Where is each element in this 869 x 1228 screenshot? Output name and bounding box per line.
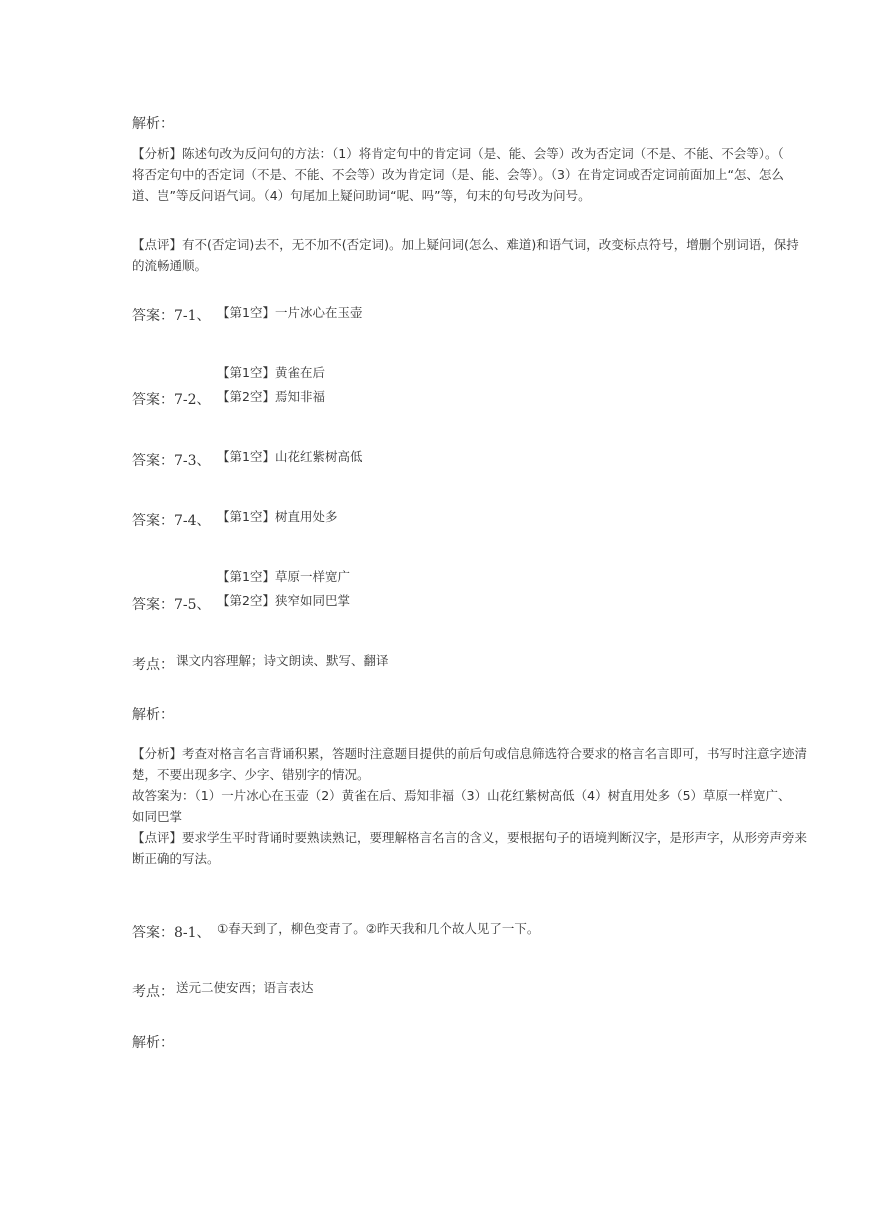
answer-blank: 【第1空】黄雀在后 [217,365,325,380]
answer-prefix-7-4: 答案：7-4、 [132,513,211,529]
answer-prefix-7-1: 答案：7-1、 [132,308,211,324]
fenxi-paragraph-1 [132,143,869,206]
fenxi-paragraph-2 [132,743,869,869]
answer-prefix-8-1: 答案：8-1、 [132,925,211,941]
kaodian-label-2: 考点： [132,984,174,1000]
answer-text-8-1: ①春天到了，柳色变青了。②昨天我和几个故人见了一下。 [217,921,540,936]
dianping-line: 断正确的写法。 [132,851,220,866]
dianping-line: 【点评】有不(否定词)去不，无不加不(否定词)。加上疑问词(怎么、难道)和语气词，改变标点符号，增删个别词语，保持 [132,237,799,252]
dianping-line: 的流畅通顺。 [132,258,208,273]
answer-prefix-7-2: 答案：7-2、 [132,392,211,408]
kaodian-text-2: 送元二使安西；语言表达 [176,980,314,995]
dianping-line: 【点评】要求学生平时背诵时要熟读熟记，要理解格言名言的含义，要根据句子的语境判断汉字，是形声字，从形旁声旁来 [132,830,808,845]
kaodian-label-1: 考点： [132,657,174,673]
fenxi-line: 【分析】陈述句改为反问句的方法：（1）将肯定句中的肯定词（是、能、会等）改为否定词（不是、不能、不会等）。（ [132,146,784,161]
fenxi-line: 将否定句中的否定词（不是、不能、不会等）改为肯定词（是、能、会等）。（3）在肯定词或否定词前面加上“怎、怎么 [132,167,784,182]
answer-summary-line: 故答案为：（1）一片冰心在玉壶（2）黄雀在后、焉知非福（3）山花红紫树高低（4）树直用处多（5）草原一样宽广、 [132,788,791,803]
fenxi-line: 楚，不要出现多字、少字、错别字的情况。 [132,767,370,782]
fenxi-line: 道、岂”等反问语气词。（4）句尾加上疑问助词“呢、吗”等，句末的句号改为问号。 [132,188,591,203]
answer-blank: 【第2空】焉知非福 [217,389,325,404]
fenxi-line: 【分析】考查对格言名言背诵积累，答题时注意题目提供的前后句或信息筛选符合要求的格言名言即可，书写时注意字迹清 [132,746,808,761]
dianping-paragraph-1 [132,234,869,276]
answer-blank: 【第1空】一片冰心在玉壶 [217,305,363,320]
answer-blank: 【第2空】狭窄如同巴掌 [217,593,350,608]
kaodian-text-1: 课文内容理解；诗文朗读、默写、翻译 [176,653,389,668]
jiexi-label-2: 解析： [132,707,174,723]
jiexi-label-3: 解析： [132,1035,174,1051]
answer-summary-line: 如同巴掌 [132,809,183,824]
answer-blank: 【第1空】山花红紫树高低 [217,449,363,464]
jiexi-label-1: 解析： [132,116,174,132]
answer-prefix-7-3: 答案：7-3、 [132,453,211,469]
answer-blank: 【第1空】树直用处多 [217,509,338,524]
answer-prefix-7-5: 答案：7-5、 [132,597,211,613]
answer-blank: 【第1空】草原一样宽广 [217,569,350,584]
